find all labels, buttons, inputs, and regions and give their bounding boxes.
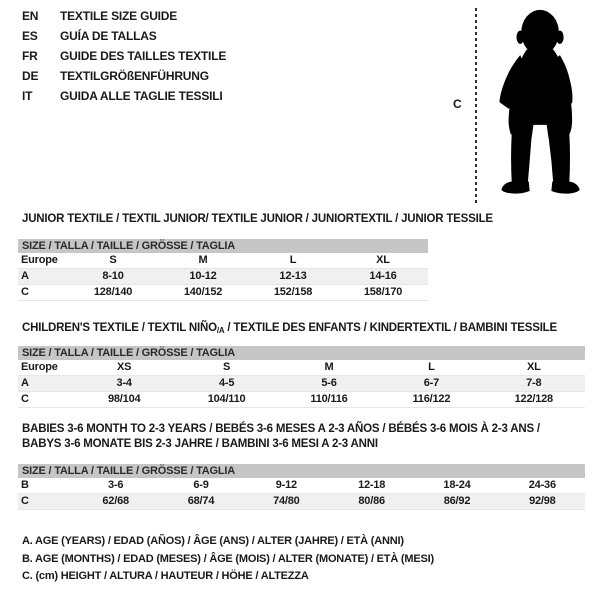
table-cell: 24-36: [528, 479, 556, 491]
table-cell: 8-10: [102, 270, 124, 282]
table-cell: 80/86: [358, 495, 385, 507]
table-cell: 12-13: [279, 270, 307, 282]
table-cell: 6-7: [423, 377, 440, 389]
row-label: A: [21, 270, 29, 282]
table-row: [18, 360, 585, 376]
row-label: C: [21, 495, 29, 507]
lang-label-es: GUÍA DE TALLAS: [60, 29, 157, 43]
table-cell: M: [324, 361, 334, 373]
footnote-b: B. AGE (MONTHS) / EDAD (MESES) / ÂGE (MOIS) / ALTER (MONATE) / ETÀ (MESI): [22, 552, 434, 565]
lang-code-it: IT: [22, 89, 33, 103]
table-cell: XS: [117, 361, 132, 373]
lang-label-fr: GUIDE DES TAILLES TEXTILE: [60, 49, 227, 63]
table-cell: 158/170: [363, 286, 403, 298]
row-label: C: [21, 393, 29, 405]
table-cell: 104/110: [207, 393, 246, 405]
row-label: A: [21, 377, 29, 389]
section-title-children-part2: / TEXTILE DES ENFANTS / KINDERTEXTIL / BAMBINI TESSILE: [224, 322, 557, 334]
junior-size-table-header: SIZE / TALLA / TAILLE / GRÖSSE / TAGLIA: [18, 239, 428, 253]
language-title-list: [22, 9, 226, 103]
section-title-junior: JUNIOR TEXTILE / TEXTIL JUNIOR/ TEXTILE JUNIOR / JUNIORTEXTIL / JUNIOR TESSILE: [22, 213, 493, 225]
table-row: [18, 253, 428, 269]
table-cell: 110/116: [310, 393, 348, 405]
table-cell: 86/92: [443, 495, 471, 507]
row-label: C: [21, 286, 29, 298]
lang-code-de: DE: [22, 69, 39, 83]
table-cell: 74/80: [273, 495, 300, 507]
children-size-table: [18, 346, 585, 408]
lang-code-en: EN: [22, 9, 39, 23]
table-cell: 152/158: [273, 286, 313, 298]
row-label: Europe: [21, 361, 58, 373]
section-title-babies-line1: BABIES 3-6 MONTH TO 2-3 YEARS / BEBÉS 3-6 MESES A 2-3 AÑOS / BÉBÉS 3-6 MOIS À 2-3 ANS /: [22, 423, 540, 435]
table-row: [18, 376, 585, 392]
babies-size-table: [18, 464, 585, 510]
table-row: [18, 392, 585, 408]
children-size-table-header: SIZE / TALLA / TAILLE / GRÖSSE / TAGLIA: [18, 346, 585, 360]
height-measure-label: C: [453, 97, 462, 111]
table-cell: XL: [526, 361, 541, 373]
table-cell: 98/104: [107, 393, 141, 405]
lang-label-de: TEXTILGRÖßENFÜHRUNG: [60, 69, 209, 83]
table-cell: S: [109, 254, 117, 266]
table-cell: 92/98: [529, 495, 556, 507]
table-cell: L: [289, 254, 297, 266]
table-cell: 14-16: [369, 270, 397, 282]
table-cell: 7-8: [526, 377, 542, 389]
babies-size-table-header: SIZE / TALLA / TAILLE / GRÖSSE / TAGLIA: [18, 464, 585, 478]
table-cell: 18-24: [443, 479, 471, 491]
table-cell: 140/152: [183, 286, 223, 298]
lang-code-fr: FR: [22, 49, 38, 63]
section-title-children: [22, 322, 557, 335]
table-cell: L: [428, 361, 435, 373]
row-label: B: [21, 479, 29, 491]
table-cell: 68/74: [187, 495, 215, 507]
baby-silhouette-image: [487, 8, 595, 206]
section-title-babies-line2: BABYS 3-6 MONATE BIS 2-3 JAHRE / BAMBINI 3-6 MESI A 2-3 ANNI: [22, 438, 378, 450]
table-cell: XL: [376, 254, 390, 266]
section-title-children-part1: CHILDREN'S TEXTILE / TEXTIL NIÑO: [22, 322, 217, 334]
footnote-c: C. (cm) HEIGHT / ALTURA / HAUTEUR / HÖHE / ALTEZZA: [22, 570, 309, 582]
table-cell: 128/140: [93, 286, 133, 298]
table-cell: 4-5: [218, 377, 235, 389]
table-cell: 9-12: [275, 479, 297, 491]
table-cell: 5-6: [321, 377, 337, 389]
lang-label-en: TEXTILE SIZE GUIDE: [60, 9, 178, 23]
table-cell: 62/68: [102, 495, 129, 507]
table-cell: S: [223, 361, 231, 373]
footnotes: [22, 533, 434, 586]
lang-code-es: ES: [22, 29, 38, 43]
table-cell: 12-18: [358, 479, 386, 491]
table-cell: 6-9: [193, 479, 209, 491]
junior-size-table: [18, 239, 428, 301]
row-label: Europe: [21, 254, 58, 266]
table-cell: 10-12: [189, 270, 217, 282]
table-row: [18, 285, 428, 301]
footnote-a: A. AGE (YEARS) / EDAD (AÑOS) / ÂGE (ANS) / ALTER (JAHRE) / ETÀ (ANNI): [22, 535, 404, 547]
table-row: [18, 269, 428, 285]
table-cell: M: [198, 254, 208, 266]
table-cell: 122/128: [514, 393, 553, 405]
table-row: [18, 478, 585, 494]
table-cell: 3-4: [116, 377, 132, 389]
table-row: [18, 494, 585, 510]
height-dotted-line: [475, 8, 477, 206]
table-cell: 116/122: [412, 393, 451, 405]
section-title-children-subscript: /A: [216, 326, 225, 335]
lang-label-it: GUIDA ALLE TAGLIE TESSILI: [60, 89, 223, 103]
table-cell: 3-6: [108, 479, 124, 491]
